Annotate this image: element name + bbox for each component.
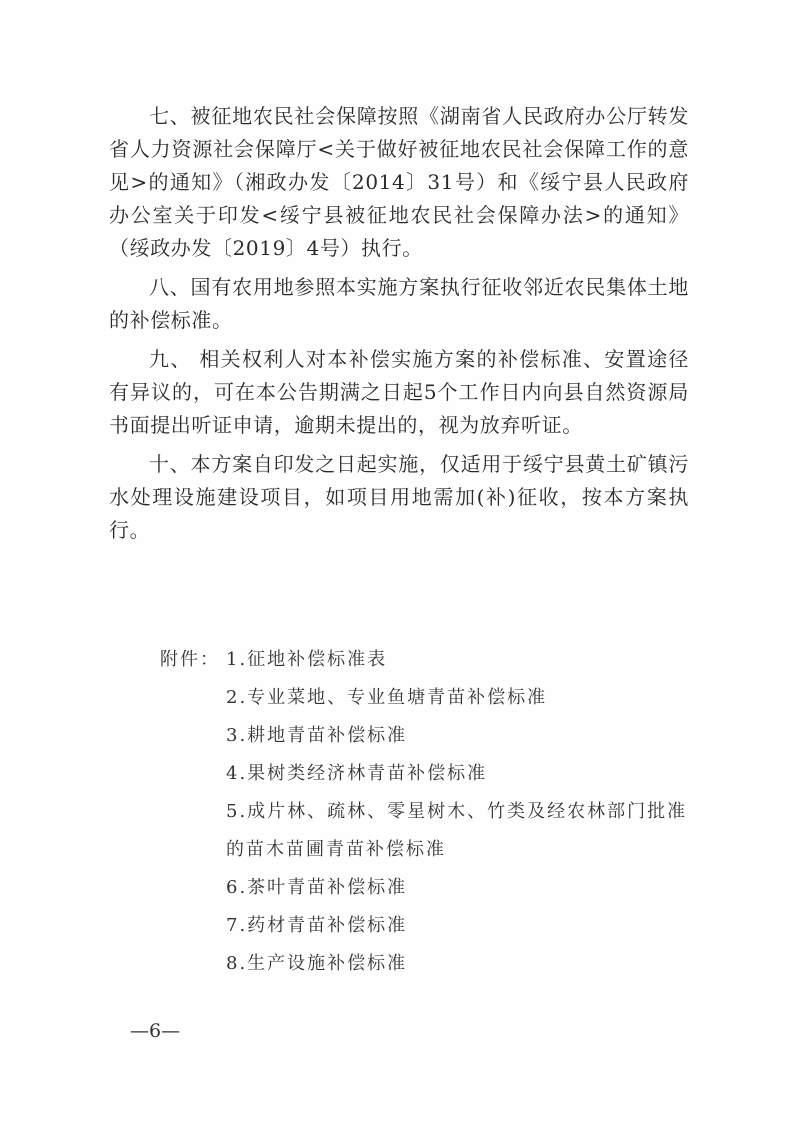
attachment-item <box>160 797 720 873</box>
paragraph-ten: 十、本方案自印发之日起实施，仅适用于绥宁县黄土矿镇污水处理设施建设项目，如项目用地需加(补)征收，按本方案执行。 <box>109 452 689 542</box>
paragraph-eight: 八、国有农用地参照本实施方案执行征收邻近农民集体土地的补偿标准。 <box>109 275 689 332</box>
attachment-item-text: 8.生产设施补偿标准 <box>226 953 408 974</box>
document-body <box>109 100 689 553</box>
attachment-item <box>160 759 720 797</box>
attachment-item-text: 6.茶叶青苗补偿标准 <box>226 877 408 898</box>
attachment-item <box>160 645 720 683</box>
attachment-item <box>160 721 720 759</box>
attachment-item-text: 7.药材青苗补偿标准 <box>226 915 408 936</box>
attachment-item-text: 1.征地补偿标准表 <box>226 649 388 670</box>
attachment-item-text: 4.果树类经济林青苗补偿标准 <box>226 763 488 784</box>
attachment-item <box>160 683 720 721</box>
attachment-item <box>160 873 720 911</box>
attachment-item-text: 3.耕地青苗补偿标准 <box>226 725 408 746</box>
attachment-item-text: 2.专业菜地、专业鱼塘青苗补偿标准 <box>226 687 548 708</box>
paragraph-seven: 七、被征地农民社会保障按照《湖南省人民政府办公厅转发省人力资源社会保障厅<关于做好被征地农民社会保障工作的意见>的通知》（湘政办发〔2014〕31号）和《绥宁县人民政府办公室关于印发<绥宁县被征地农民社会保障办法>的通知》（绥政办发〔2019〕4号）执行。 <box>109 104 689 260</box>
attachment-item <box>160 911 720 949</box>
attachment-item <box>160 949 720 987</box>
attachment-item-text: 5.成片林、疏林、零星树木、竹类及经农林部门批准的苗木苗圃青苗补偿标准 <box>226 801 688 860</box>
paragraph-nine: 九、 相关权利人对本补偿实施方案的补偿标准、安置途径有异议的，可在本公告期满之日起5个工作日内向县自然资源局书面提出听证申请，逾期未提出的，视为放弃听证。 <box>109 347 689 437</box>
attachments-label: 附件： <box>160 649 220 670</box>
page-number: —6— <box>130 1020 181 1042</box>
attachments-list <box>160 645 720 987</box>
